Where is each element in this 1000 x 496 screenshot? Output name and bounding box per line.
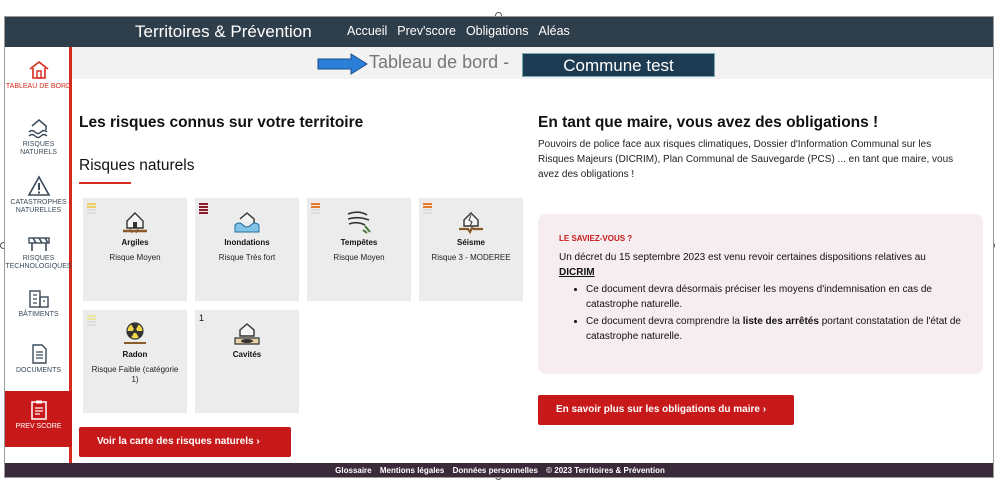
sidebar-item-label: DOCUMENTS [15,367,62,374]
sidebar-item-documents[interactable] [5,335,72,391]
commune-label: Commune test [522,53,715,77]
natural-risks-heading: Risques naturels [79,157,195,174]
nav-obligations[interactable]: Obligations [465,24,529,38]
brand-title[interactable]: Territoires & Prévention [135,22,312,41]
cavity-icon [233,320,261,346]
footer-copyright: © 2023 Territoires & Prévention [546,466,665,475]
sidebar-item-label: CATASTROPHES NATURELLES [10,199,67,214]
obligations-heading: En tant que maire, vous avez des obligations ! [538,114,879,131]
obligations-text: Pouvoirs de police face aux risques climatiques, Dossier d'Information Communal sur les Risques Majeurs (DICRIM), Plan Communal de Sauvegarde (PCS) ... en tant que maire, vous avez des obligations ! [538,139,954,180]
risks-heading: Les risques connus sur votre territoire [79,114,364,131]
radon-icon [121,320,149,346]
risk-level-indicator [199,203,208,215]
list-item: • Ce document devra désormais préciser les moyens d'indemnisation en cas de catastrophe naturelle. [586,282,966,312]
nav-accueil[interactable]: Accueil [347,24,388,38]
risk-name: Tempêtes [340,238,378,247]
risk-name: Radon [122,350,148,359]
risk-level-indicator [87,203,96,215]
risk-name: Argiles [121,238,149,247]
natural-risks-map-button[interactable]: Voir la carte des risques naturels › [79,427,291,457]
top-nav [347,24,570,38]
did-you-know-box [538,214,983,374]
warning-icon [27,175,51,197]
list-item [586,314,966,344]
storm-icon [345,208,373,234]
earthquake-icon [457,208,485,234]
house-icon [27,59,51,81]
sidebar-item-label: TABLEAU DE BORD [5,83,72,90]
sidebar-item-prev-score[interactable] [5,391,72,447]
sidebar-item-label: BÂTIMENTS [18,311,59,318]
sidebar-item-label: RISQUES TECHNOLOGIQUES [5,255,72,270]
clay-house-icon [121,208,149,234]
document-icon [27,343,51,365]
sidebar-item-label: RISQUES NATURELS [20,141,57,156]
flood-icon [233,208,261,234]
bullet-text: portant constatation de l'état de catastrophe naturelle. [586,316,961,342]
risk-card-tempetes[interactable] [307,198,411,301]
risk-level-indicator [423,203,432,215]
risk-name: Inondations [224,238,270,247]
sidebar-item-catastrophes[interactable] [5,167,72,223]
clipboard-icon [27,399,51,421]
risk-level: Risque Moyen [333,253,385,262]
page-title: Tableau de bord - [369,52,510,72]
risk-name: Séisme [456,238,486,247]
info-text: Un décret du 15 septembre 2023 est venu revoir certaines dispositions relatives au [559,252,926,263]
risk-level: Risque Faible (catégorie 1) [91,365,179,384]
top-header [5,17,994,47]
risk-level: Risque Moyen [109,253,161,262]
sidebar-item-risques-naturels[interactable] [5,109,72,165]
nav-prevscore[interactable]: Prev'score [397,24,456,38]
sidebar-item-label: PREV SCORE [15,423,62,430]
nav-aleas[interactable]: Aléas [538,24,570,38]
risk-level-indicator [311,203,320,215]
bullet-bold: liste des arrêtés [742,316,819,327]
sidebar-item-risques-technologiques[interactable] [5,223,72,279]
arrow-right-icon [317,53,369,75]
info-bullets [586,282,966,346]
sidebar [5,47,72,478]
building-icon [27,287,51,309]
footer [5,463,994,478]
sidebar-item-batiments[interactable] [5,279,72,335]
barrier-icon [27,231,51,253]
mayor-obligations-button[interactable]: En savoir plus sur les obligations du maire › [538,395,794,425]
risk-level: Risque 3 - MODEREE [431,253,511,262]
sidebar-item-tableau-de-bord[interactable] [5,51,72,107]
heading-underline [79,182,131,184]
footer-glossaire[interactable]: Glossaire [335,466,372,475]
did-you-know-kicker: LE SAVIEZ-VOUS ? [559,234,633,243]
did-you-know-text [559,250,959,280]
dicrim-term: DICRIM [559,267,595,278]
bullet-text: Ce document devra comprendre la [586,316,740,327]
risk-card-radon[interactable] [83,310,187,413]
risk-name: Cavités [232,350,262,359]
risk-card-seisme[interactable] [419,198,523,301]
footer-donnees[interactable]: Données personnelles [452,466,538,475]
risk-level-indicator [87,315,96,327]
waves-icon [27,117,51,139]
risk-card-argiles[interactable] [83,198,187,301]
risk-level: Risque Très fort [218,253,276,262]
footer-mentions[interactable]: Mentions légales [379,466,445,475]
title-band [72,47,994,79]
risk-count: 1 [199,313,205,323]
risk-card-cavites[interactable] [195,310,299,413]
risk-card-inondations[interactable] [195,198,299,301]
app-window [4,16,994,478]
